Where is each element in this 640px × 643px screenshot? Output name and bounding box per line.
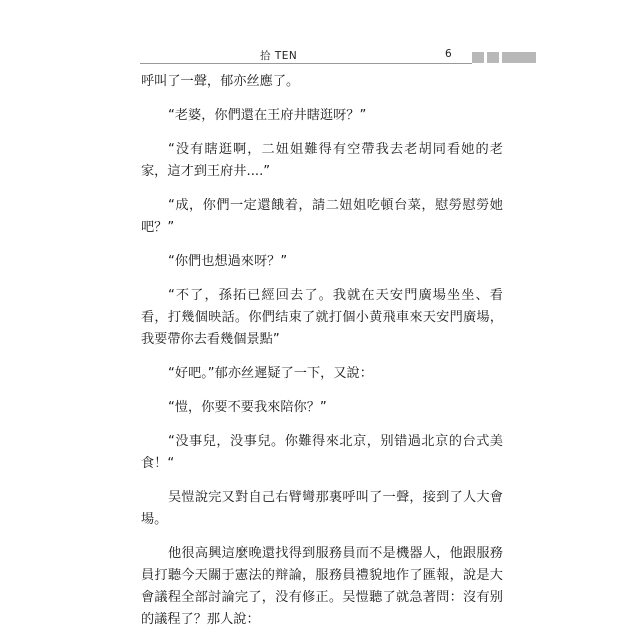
paragraph: 他很高興這麼晚還找得到服務員而不是機器人，他跟服務員打聽今天關于憲法的辩論，服務員禮貌地作了匯報，說是大會議程全部討論完了，没有修正。吴愷聽了就急著問：沒有别的議程了？那人說：: [141, 546, 503, 627]
paragraph: “你們也想過來呀？”: [168, 254, 288, 269]
paragraph: “不了，孫拓已經回去了。我就在天安門廣場坐坐、看看，打幾個映話。你們结束了就打個小黄飛車來天安門廣場，我要帶你去看幾個景點”: [141, 288, 503, 347]
body-text: [141, 71, 503, 643]
paragraph: “成，你們一定還餓着，請二妞姐吃頓台菜，慰勞慰勞她吧？”: [141, 198, 503, 235]
paragraph: “没事兒，没事兒。你難得來北京，别错過北京的台式美食！“: [141, 434, 503, 471]
header-tab-decoration: [502, 52, 536, 63]
paragraph: 呼叫了一聲，郁亦丝應了。: [141, 74, 300, 89]
header-rule: [140, 63, 472, 64]
paragraph: 吴愷說完又對自己右臂彎那裏呼叫了一聲，接到了人大會場。: [141, 490, 503, 527]
page-number: 6: [445, 48, 452, 60]
paragraph: “没有瞎逛啊，二妞姐難得有空帶我去老胡同看她的老家，這才到王府井....”: [141, 142, 503, 179]
header-tab-decoration: [487, 52, 499, 63]
paragraph: “好吧。”郁亦丝遲疑了一下，又說：: [168, 366, 373, 381]
header-tab-decoration: [472, 52, 484, 63]
running-header-title: 拾 TEN: [260, 50, 298, 62]
paragraph: “老婆，你們還在王府井瞎逛呀？”: [168, 108, 367, 123]
paragraph: “愷，你要不要我來陪你？”: [168, 400, 327, 415]
